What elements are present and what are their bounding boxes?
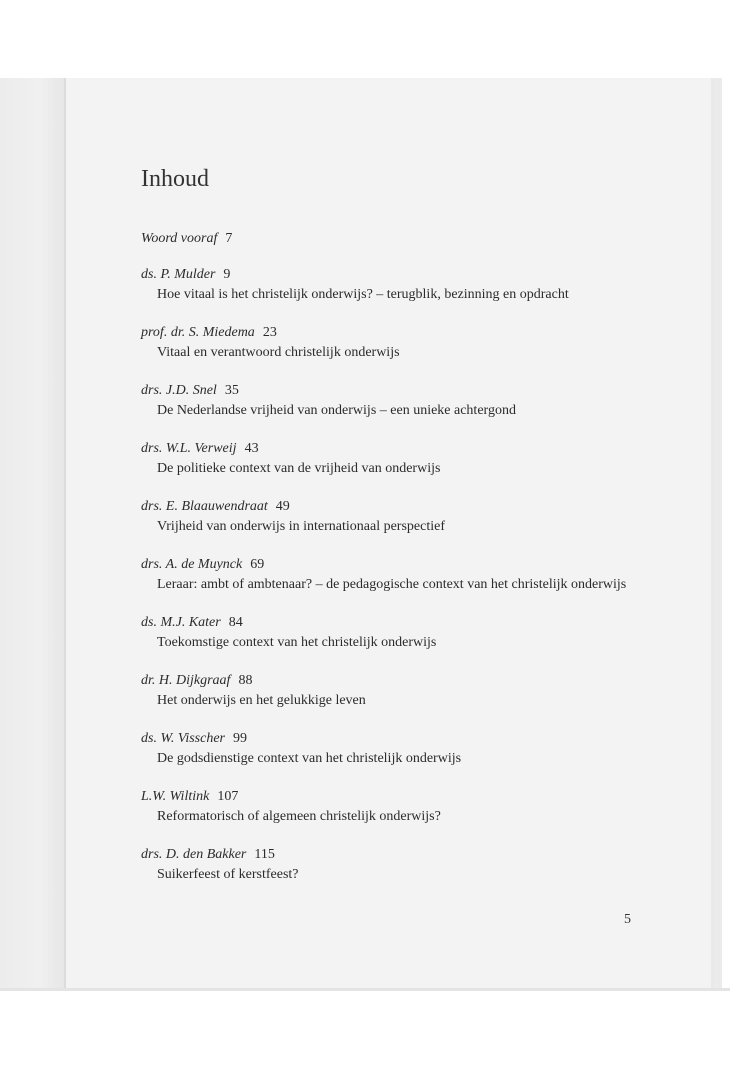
entry-title: Toekomstige context van het christelijk onderwijs: [157, 635, 437, 650]
entry-page-number: 35: [224, 383, 239, 398]
entry-title: Vitaal en verantwoord christelijk onderwijs: [157, 345, 400, 360]
entry-author: drs. A. de Muynck: [141, 557, 243, 572]
foreword-page-number: 7: [225, 231, 233, 246]
toc-entry: [141, 265, 635, 305]
toc-entry-foreword: [141, 229, 635, 249]
entry-author: prof. dr. S. Miedema: [141, 325, 255, 340]
page-bottom-shadow: [0, 988, 730, 991]
entry-title: De politieke context van de vrijheid van onderwijs: [157, 461, 441, 476]
foreword-label: Woord vooraf: [141, 231, 218, 246]
toc-entry: [141, 671, 635, 711]
toc-entry: [141, 497, 635, 537]
toc-entry: [141, 439, 635, 479]
entry-author: ds. P. Mulder: [141, 267, 216, 282]
entry-title: Vrijheid van onderwijs in internationaal perspectief: [157, 519, 446, 534]
entry-page-number: 115: [254, 847, 275, 862]
entry-title: De Nederlandse vrijheid van onderwijs – een unieke achtergond: [157, 403, 516, 418]
entry-page-number: 69: [250, 557, 265, 572]
entry-title: Hoe vitaal is het christelijk onderwijs? – terugblik, bezinning en opdracht: [157, 287, 569, 302]
entry-page-number: 84: [228, 615, 243, 630]
entry-author: L.W. Wiltink: [141, 789, 210, 804]
entry-author: drs. J.D. Snel: [141, 383, 217, 398]
entry-author: ds. W. Visscher: [141, 731, 225, 746]
entry-title: Het onderwijs en het gelukkige leven: [157, 693, 366, 708]
page-number: 5: [624, 912, 631, 927]
entry-title: Leraar: ambt of ambtenaar? – de pedagogische context van het christelijk onderwijs: [157, 577, 627, 592]
entry-page-number: 43: [244, 441, 259, 456]
entry-author: dr. H. Dijkgraaf: [141, 673, 231, 688]
toc-entry: [141, 845, 635, 885]
page-title: Inhoud: [141, 166, 209, 192]
entry-title: Suikerfeest of kerstfeest?: [157, 867, 299, 882]
entry-page-number: 88: [238, 673, 253, 688]
entry-title: De godsdienstige context van het christelijk onderwijs: [157, 751, 462, 766]
toc-list: [141, 229, 635, 903]
toc-entry: [141, 613, 635, 653]
entry-page-number: 99: [233, 731, 247, 746]
toc-entry: [141, 787, 635, 827]
toc-entry: [141, 729, 635, 769]
entry-page-number: 23: [262, 325, 277, 340]
binding-gutter: [0, 78, 66, 988]
toc-entry: [141, 323, 635, 363]
entry-page-number: 9: [223, 267, 231, 282]
entry-author: ds. M.J. Kater: [141, 615, 221, 630]
entry-page-number: 49: [275, 499, 290, 514]
entry-author: drs. W.L. Verweij: [141, 441, 237, 456]
page-stack-edge: [714, 78, 722, 988]
entry-title: Reformatorisch of algemeen christelijk onderwijs?: [157, 809, 441, 824]
toc-entry: [141, 381, 635, 421]
toc-entry: [141, 555, 635, 595]
entry-author: drs. E. Blaauwendraat: [141, 499, 268, 514]
gutter-fold-line: [64, 78, 66, 988]
entry-author: drs. D. den Bakker: [141, 847, 247, 862]
entry-page-number: 107: [217, 789, 239, 804]
